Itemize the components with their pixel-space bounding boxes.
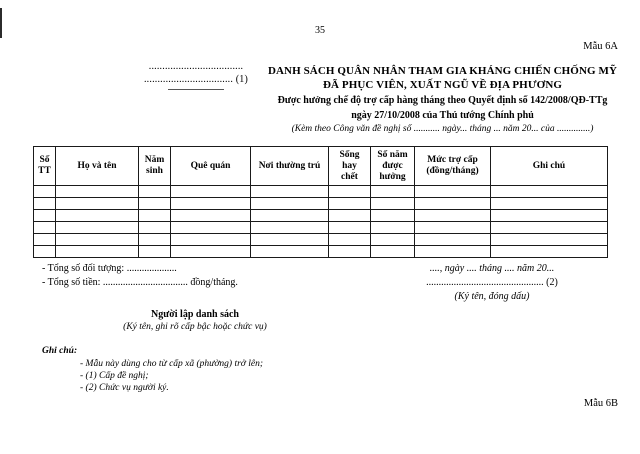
table-row <box>34 234 608 246</box>
column-header-line-1: Số <box>39 155 50 165</box>
table-cell-empty <box>491 210 608 222</box>
table-cell-empty <box>171 210 251 222</box>
table-cell-empty <box>371 198 415 210</box>
column-header-line-1: Ghi chú <box>532 160 566 171</box>
table-cell-empty <box>329 246 371 258</box>
table-cell-empty <box>56 246 139 258</box>
table-cell-empty <box>329 210 371 222</box>
document-title-block <box>255 64 630 136</box>
page-number: 35 <box>315 25 325 36</box>
registry-table-wrapper <box>33 146 607 258</box>
total-amount-line: - Tổng số tiền: .................................. đồng/tháng. <box>42 277 238 288</box>
table-cell-empty <box>56 234 139 246</box>
registry-table <box>33 146 608 258</box>
column-header-so-tt <box>34 147 56 186</box>
preparer-hint: (Ký tên, ghi rõ cấp bậc hoặc chức vụ) <box>123 322 267 332</box>
column-header-line-1: Họ và tên <box>77 160 117 171</box>
table-header-row <box>34 147 608 186</box>
table-row <box>34 210 608 222</box>
column-header-line-1: Năm <box>144 155 165 165</box>
column-header-noi-thuong-tru <box>251 147 329 186</box>
title-sub-line-1: Được hưởng chế độ trợ cấp hàng tháng theo Quyết định số 142/2008/QĐ-TTg <box>277 95 608 106</box>
table-cell-empty <box>34 186 56 198</box>
table-row <box>34 186 608 198</box>
preparer-role-label: Người lập danh sách <box>151 309 239 320</box>
table-cell-empty <box>56 186 139 198</box>
table-cell-empty <box>251 222 329 234</box>
table-cell-empty <box>491 186 608 198</box>
column-header-line-1: Nơi thường trú <box>258 160 321 171</box>
table-cell-empty <box>329 222 371 234</box>
totals-block <box>42 262 238 290</box>
table-cell-empty <box>371 246 415 258</box>
table-cell-empty <box>415 234 491 246</box>
note-item: - Mẫu này dùng cho từ cấp xã (phường) trở lên; <box>80 359 264 369</box>
table-cell-empty <box>139 210 171 222</box>
table-cell-empty <box>329 198 371 210</box>
column-header-so-nam-duoc-huong <box>371 147 415 186</box>
table-row <box>34 198 608 210</box>
column-header-nam-sinh <box>139 147 171 186</box>
notes-list <box>42 358 263 394</box>
table-cell-empty <box>171 246 251 258</box>
title-main-line-1: DANH SÁCH QUÂN NHÂN THAM GIA KHÁNG CHIẾN CHỐNG MỸ <box>267 65 618 77</box>
table-cell-empty <box>34 222 56 234</box>
table-cell-empty <box>34 234 56 246</box>
total-subjects-line: - Tổng số đối tượng: .................... <box>42 263 177 274</box>
column-header-line-1: Quê quán <box>190 160 231 171</box>
table-cell-empty <box>371 186 415 198</box>
note-item: - (1) Cấp đề nghị; <box>80 371 149 381</box>
table-cell-empty <box>139 246 171 258</box>
table-row <box>34 246 608 258</box>
table-cell-empty <box>171 234 251 246</box>
table-cell-empty <box>34 198 56 210</box>
signature-dateline: ...., ngày .... tháng .... năm 20... <box>429 263 555 274</box>
table-cell-empty <box>251 246 329 258</box>
signature-dotted-line: ............................................... (2) <box>426 277 558 288</box>
column-header-muc-tro-cap <box>415 147 491 186</box>
registry-table-body <box>34 186 608 258</box>
column-header-line-1: Số năm <box>377 149 408 160</box>
table-cell-empty <box>491 198 608 210</box>
column-header-line-1: Sống hay <box>339 149 360 171</box>
table-cell-empty <box>34 246 56 258</box>
column-header-que-quan <box>171 147 251 186</box>
table-cell-empty <box>171 222 251 234</box>
table-cell-empty <box>329 234 371 246</box>
table-cell-empty <box>56 222 139 234</box>
column-header-ghi-chu <box>491 147 608 186</box>
table-cell-empty <box>415 222 491 234</box>
approver-signature-block <box>372 262 612 304</box>
column-header-line-1: Mức trợ cấp <box>427 155 478 165</box>
table-cell-empty <box>415 186 491 198</box>
table-cell-empty <box>371 234 415 246</box>
table-cell-empty <box>251 186 329 198</box>
table-cell-empty <box>139 186 171 198</box>
table-row <box>34 222 608 234</box>
org-divider-rule <box>168 89 224 90</box>
table-cell-empty <box>139 234 171 246</box>
table-cell-empty <box>34 210 56 222</box>
table-cell-empty <box>371 210 415 222</box>
table-cell-empty <box>329 186 371 198</box>
table-cell-empty <box>56 198 139 210</box>
preparer-signature-block <box>70 308 320 334</box>
notes-block <box>42 345 263 394</box>
title-main-line-2: ĐÃ PHỤC VIÊN, XUẤT NGŨ VỀ ĐỊA PHƯƠNG <box>322 79 563 91</box>
column-header-line-2: TT <box>38 166 51 176</box>
table-cell-empty <box>139 198 171 210</box>
table-cell-empty <box>371 222 415 234</box>
column-header-line-2: sinh <box>146 166 163 176</box>
form-code-bottom: Mẫu 6B <box>583 398 618 409</box>
table-cell-empty <box>491 246 608 258</box>
table-cell-empty <box>491 234 608 246</box>
table-cell-empty <box>415 246 491 258</box>
table-cell-empty <box>251 234 329 246</box>
column-header-song-hay-chet <box>329 147 371 186</box>
signature-hint: (Ký tên, đóng dấu) <box>454 291 530 302</box>
table-cell-empty <box>415 198 491 210</box>
table-cell-empty <box>251 210 329 222</box>
notes-title: Ghi chú: <box>42 346 78 356</box>
title-attachment-note: (Kèm theo Công văn đề nghị số ........... ngày... tháng ... năm 20... của ..............) <box>291 124 594 134</box>
table-cell-empty <box>415 210 491 222</box>
form-code-top: Mẫu 6A <box>583 41 618 52</box>
table-cell-empty <box>491 222 608 234</box>
org-line-2: ................................. (1) <box>143 74 249 85</box>
org-line-1: ................................... <box>148 61 244 72</box>
column-header-line-2: chết <box>341 171 358 182</box>
column-header-line-2: được hưởng <box>379 160 406 182</box>
table-cell-empty <box>56 210 139 222</box>
table-cell-empty <box>171 198 251 210</box>
title-sub-line-2: ngày 27/10/2008 của Thủ tướng Chính phủ <box>351 110 534 121</box>
table-cell-empty <box>139 222 171 234</box>
table-cell-empty <box>251 198 329 210</box>
column-header-ho-va-ten <box>56 147 139 186</box>
table-cell-empty <box>171 186 251 198</box>
note-item: - (2) Chức vụ người ký. <box>80 383 169 393</box>
column-header-line-2: (đồng/tháng) <box>426 166 479 176</box>
